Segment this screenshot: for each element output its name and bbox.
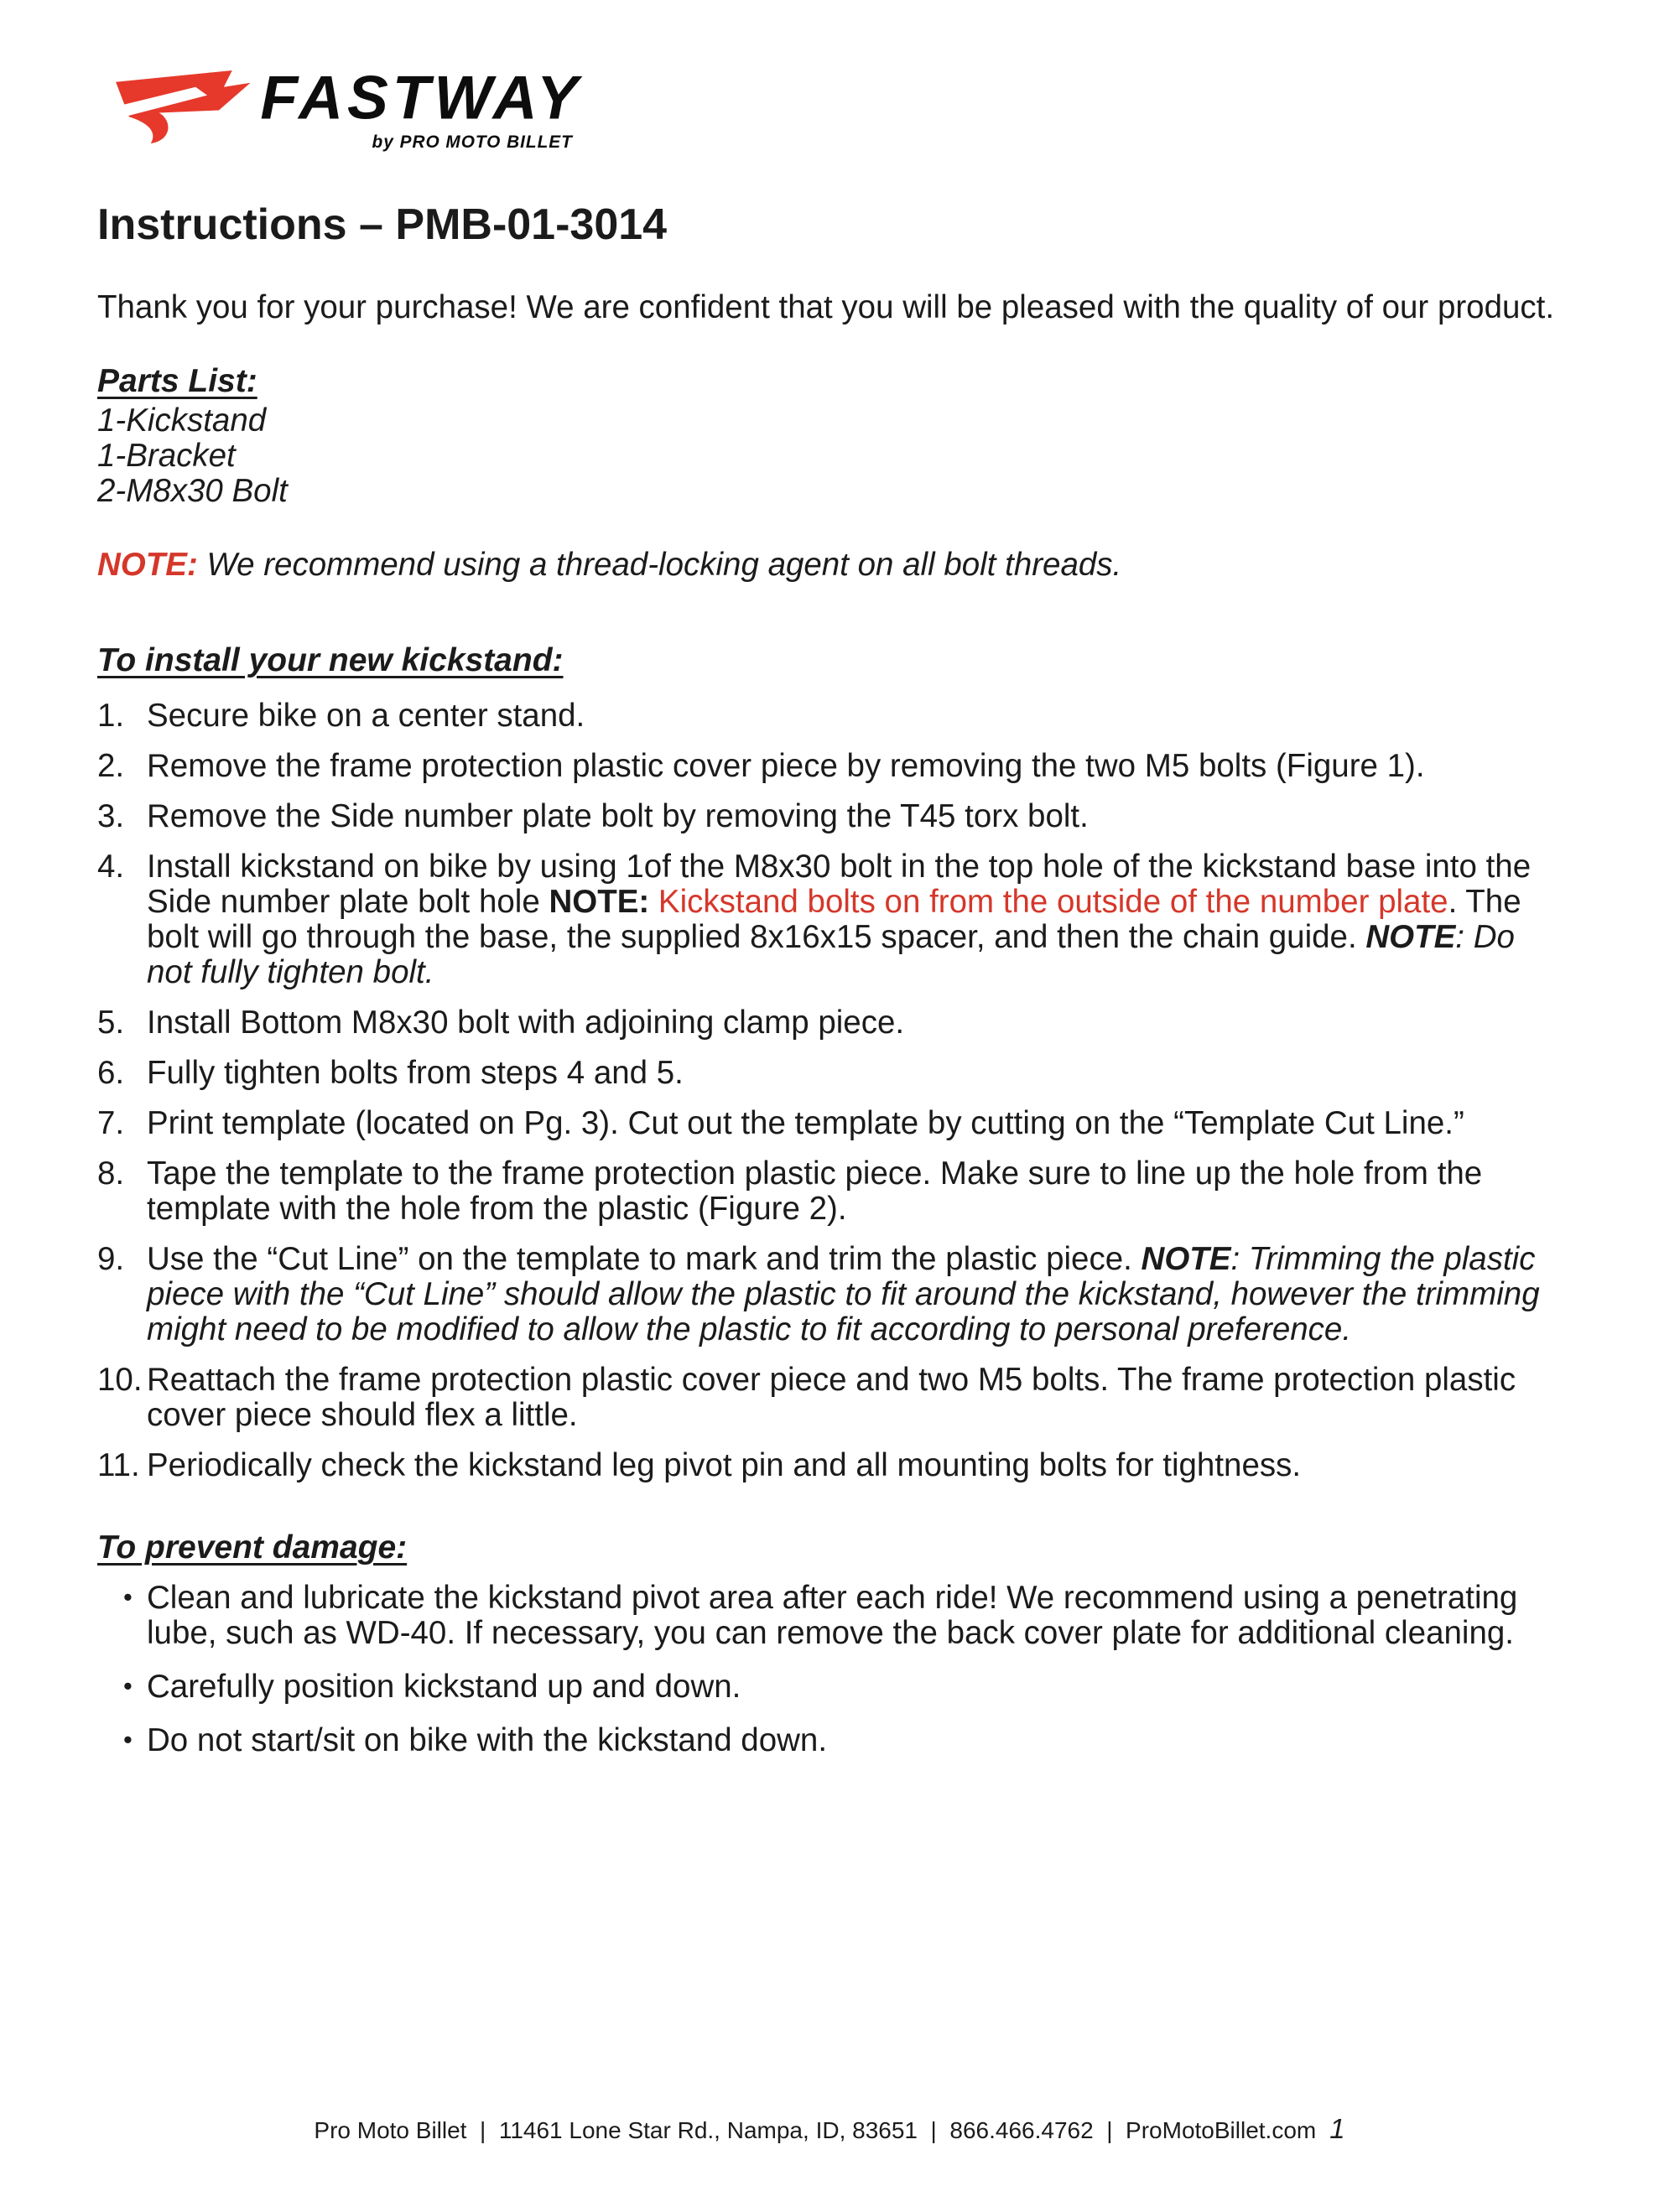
text-run: Do not fully tighten bolt. — [147, 919, 1515, 990]
install-step — [97, 1005, 1562, 1041]
step-number: 3. — [97, 798, 125, 834]
text-run: Fully tighten bolts from steps 4 and 5. — [147, 1055, 684, 1091]
step-text — [147, 1362, 1516, 1433]
step-number: 8. — [97, 1155, 125, 1192]
step-number: 1. — [97, 698, 125, 734]
text-run: Remove the frame protection plastic cover piece by removing the two M5 bolts (Figure 1). — [147, 748, 1425, 784]
note-text: We recommend using a thread-locking agent on all bolt threads. — [206, 547, 1122, 583]
parts-list — [97, 403, 1562, 509]
step-text — [147, 748, 1425, 784]
text-run: Use the “Cut Line” on the template to mark and trim the plastic piece. — [147, 1241, 1142, 1277]
bullet-marker-icon: • — [123, 1671, 133, 1701]
prevent-heading: To prevent damage: — [97, 1529, 408, 1566]
bullet-marker-icon: • — [123, 1725, 133, 1754]
intro-paragraph: Thank you for your purchase! We are confident that you will be pleased with the quality of our product. — [97, 289, 1555, 325]
step-number: 7. — [97, 1105, 125, 1141]
prevent-bullet — [97, 1723, 1562, 1758]
text-run: Secure bike on a center stand. — [147, 698, 585, 734]
step-text — [147, 1447, 1301, 1483]
step-text — [147, 698, 585, 734]
install-step — [97, 1363, 1562, 1433]
install-heading: To install your new kickstand: — [97, 642, 564, 678]
text-run: Tape the template to the frame protection plastic piece. Make sure to line up the hole from the template with the hole from the plastic (Figure 2). — [147, 1155, 1483, 1227]
step-number: 9. — [97, 1241, 125, 1277]
page-footer — [0, 2115, 1659, 2145]
step-text — [147, 798, 1089, 834]
page-number: 1 — [1329, 2113, 1345, 2144]
part-item: 1-Kickstand — [97, 402, 267, 439]
text-run: NOTE — [1365, 919, 1456, 955]
install-step — [97, 1448, 1562, 1483]
part-item: 2-M8x30 Bolt — [97, 473, 288, 509]
prevent-bullet — [97, 1669, 1562, 1705]
logo-brand-text: FASTWAY — [260, 65, 582, 132]
install-steps — [97, 698, 1562, 1483]
text-run: Print template (located on Pg. 3). Cut out the template by cutting on the “Template Cut Line.” — [147, 1105, 1464, 1141]
fastway-logo — [97, 65, 588, 153]
install-step — [97, 698, 1562, 734]
text-run — [649, 884, 658, 920]
footer-contact-line: Pro Moto Billet | 11461 Lone Star Rd., Nampa, ID, 83651 | 866.466.4762 | ProMotoBillet.com — [314, 2117, 1317, 2143]
step-number: 10. — [97, 1362, 143, 1398]
install-step — [97, 1242, 1562, 1347]
step-text — [147, 1241, 1540, 1347]
step-number: 5. — [97, 1005, 125, 1041]
document-page — [0, 65, 1659, 2212]
note-label: NOTE: — [97, 547, 198, 583]
text-run: : — [1455, 919, 1474, 955]
logo-byline-text: by PRO MOTO BILLET — [372, 132, 573, 153]
step-text — [147, 849, 1531, 990]
bullet-text: Carefully position kickstand up and down. — [147, 1669, 741, 1705]
step-number: 2. — [97, 748, 125, 784]
step-number: 6. — [97, 1055, 125, 1091]
install-step — [97, 1106, 1562, 1141]
text-run: Install kickstand on bike by using 1of the M8x30 bolt in the top hole of the kickstand base into the Side number plate bolt hole — [147, 849, 1532, 920]
text-run: : — [1230, 1241, 1249, 1277]
text-run: Periodically check the kickstand leg pivot pin and all mounting bolts for tightness. — [147, 1447, 1302, 1483]
install-step — [97, 1156, 1562, 1227]
install-step — [97, 1056, 1562, 1091]
install-step — [97, 799, 1562, 834]
step-text — [147, 1155, 1482, 1227]
step-number: 11. — [97, 1447, 140, 1483]
prevent-bullet — [97, 1581, 1562, 1651]
text-run: Remove the Side number plate bolt by removing the T45 torx bolt. — [147, 798, 1089, 834]
install-step — [97, 749, 1562, 784]
text-run: NOTE — [1141, 1241, 1231, 1277]
part-item: 1-Bracket — [97, 438, 236, 474]
text-run: Reattach the frame protection plastic cover piece and two M5 bolts. The frame protection plastic cover piece should flex a little. — [147, 1362, 1516, 1433]
step-text — [147, 1105, 1464, 1141]
step-text — [147, 1005, 904, 1041]
bullet-text: Clean and lubricate the kickstand pivot area after each ride! We recommend using a penetrating lube, such as WD-40. If necessary, you can remove the back cover plate for additional cleaning. — [147, 1580, 1518, 1651]
text-run: Trimming the plastic piece with the “Cut Line” should allow the plastic to fit around the kickstand, however the trimming might need to be modified to allow the plastic to fit according to personal preference. — [147, 1241, 1540, 1347]
fastway-logo-icon — [97, 65, 588, 153]
bullet-marker-icon: • — [123, 1582, 133, 1612]
note-paragraph — [97, 548, 1562, 583]
text-run: NOTE: — [549, 884, 650, 920]
page-title: Instructions – PMB-01-3014 — [97, 200, 668, 249]
step-text — [147, 1055, 684, 1091]
prevent-bullets — [97, 1581, 1562, 1758]
step-number: 4. — [97, 849, 125, 885]
bullet-text: Do not start/sit on bike with the kickstand down. — [147, 1722, 828, 1758]
parts-list-heading: Parts List: — [97, 363, 257, 399]
text-run: Install Bottom M8x30 bolt with adjoining clamp piece. — [147, 1005, 905, 1041]
install-step — [97, 849, 1562, 990]
text-run: Kickstand bolts on from the outside of the number plate — [658, 884, 1448, 920]
text-run: . The bolt will go through the base, the supplied 8x16x15 spacer, and then the chain guide. — [147, 884, 1521, 955]
